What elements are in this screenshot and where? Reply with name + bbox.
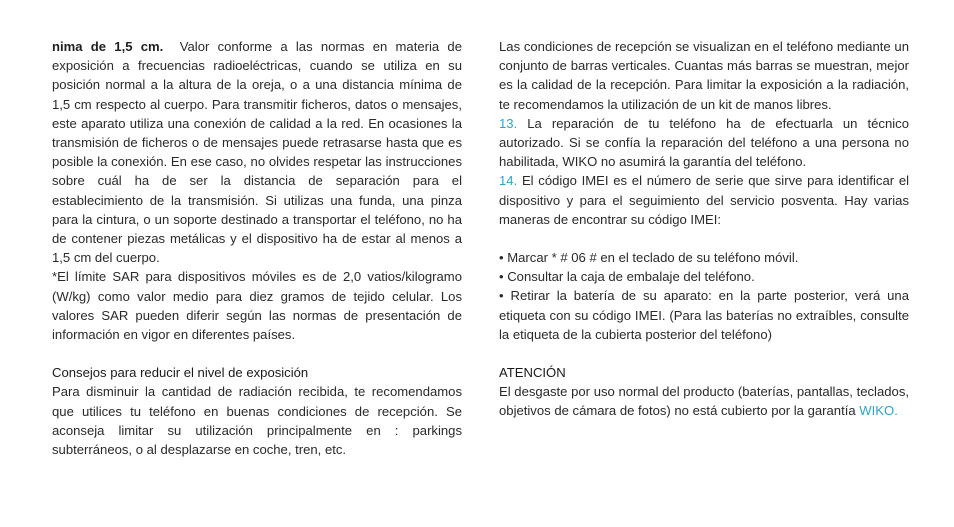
item-13-number: 13. [499, 115, 518, 131]
reception-paragraph: Las condiciones de recepción se visualizan en el teléfono mediante un conjunto de barras verticales. Cuantas más barras se muestran, mejor es la calidad de la recepción. Para limitar la exposición a la radiación, te recomendamos la utilización de un kit de manos libres. [499, 39, 909, 112]
sar-paragraph [52, 37, 462, 267]
left-column [52, 37, 462, 459]
right-column [499, 37, 909, 421]
brand-name: WIKO. [859, 403, 898, 419]
attention-text: El desgaste por uso normal del producto (baterías, pantallas, teclados, objetivos de cámara de fotos) no está cubierto por la garantía [499, 384, 909, 419]
spacer [499, 344, 909, 363]
exposure-advice-paragraph: Para disminuir la cantidad de radiación recibida, te recomendamos que utilices tu teléfono en buenas condiciones de recepción. Se aconseja limitar su utilización principalmente en : parkings subterráneos, o al desplazarse en coche, tren, etc. [52, 384, 462, 458]
imei-bullet: • Retirar la batería de su aparato: en la parte posterior, verá una etiqueta con su código IMEI. (Para las baterías no extraíbles, consulte la etiqueta de la cubierta posterior del teléfono) [499, 288, 909, 342]
attention-heading: ATENCIÓN [499, 365, 566, 381]
sar-lead-bold: nima de 1,5 cm. [52, 39, 164, 54]
spacer [52, 344, 462, 363]
section-heading-exposure: Consejos para reducir el nivel de exposición [52, 365, 309, 381]
sar-paragraph-text: Valor conforme a las normas en materia de exposición a frecuencias radioeléctricas, cuando se utiliza en su posición normal a la altura de la oreja, o a una distancia mínima de 1,5 cm respecto al cuerpo. Para transmitir ficheros, datos o mensajes, este aparato utiliza una conexión de calidad a la red. En ocasiones la transmisión de ficheros o de mensajes puede retrasarse hasta que es posible la conexión. En ese caso, no olvides respetar las instrucciones sobre cuál ha de ser la distancia de separación para el establecimiento de la transmisión. Si utilizas una funda, una pinza para la cintura, o un soporte destinado a transportar el teléfono, no ha de contener piezas metálicas y el dispositivo ha de estar al menos a 1,5 cm del cuerpo. [52, 39, 462, 266]
item-13-text: La reparación de tu teléfono ha de efectuarla un técnico autorizado. Si se confía la reparación del teléfono a una persona no habilitada, WIKO no asumirá la garantía del teléfono. [499, 115, 909, 170]
imei-bullet: • Marcar * # 06 # en el teclado de su teléfono móvil. [499, 250, 799, 266]
item-14-text: El código IMEI es el número de serie que sirve para identificar el dispositivo y para el seguimiento del servicio posventa. Hay varias maneras de encontrar su código IMEI: [499, 173, 910, 227]
sar-limit-paragraph: *El límite SAR para dispositivos móviles es de 2,0 vatios/kilogramo (W/kg) como valor medio para diez gramos de tejido celular. Los valores SAR pueden diferir según las normas de presentación de información en vigor en diferentes países. [52, 269, 462, 343]
attention-paragraph [499, 382, 909, 420]
item-13 [499, 114, 909, 172]
imei-bullet: • Consultar la caja de embalaje del teléfono. [499, 269, 755, 285]
item-14 [499, 171, 909, 229]
item-14-number: 14. [499, 173, 518, 189]
spacer [499, 229, 909, 248]
